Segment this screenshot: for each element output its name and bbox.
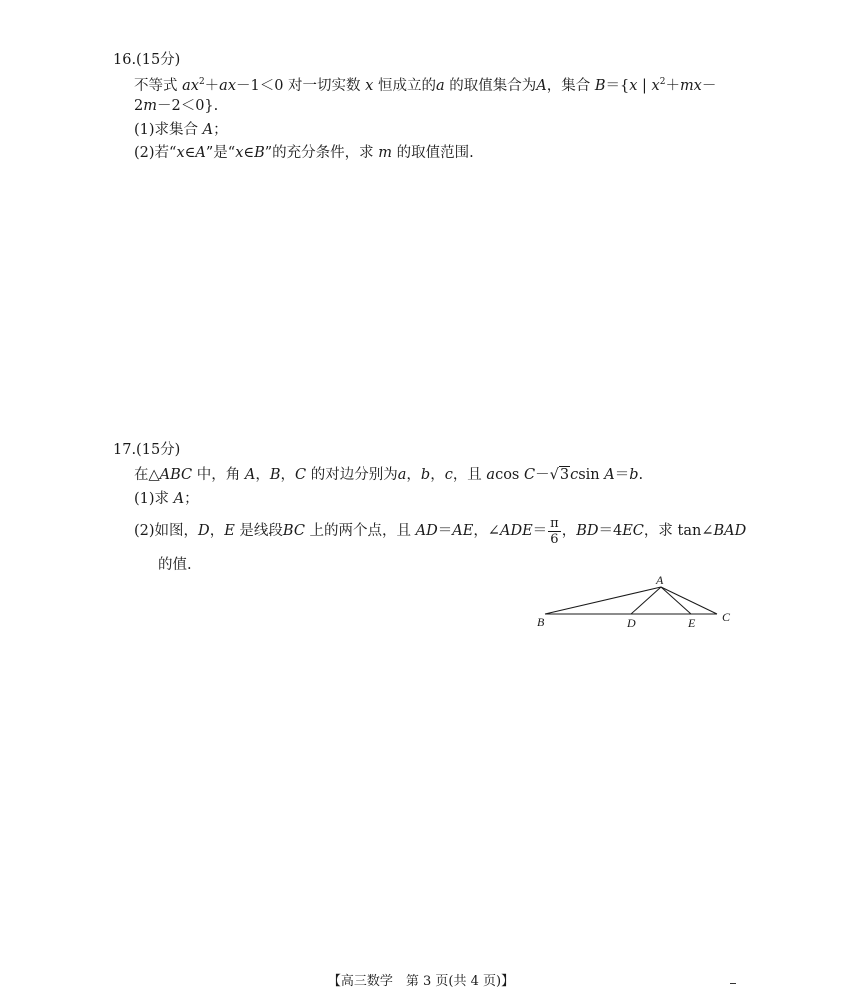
q16-stem-math: x [365,78,374,94]
q16-stem-math: 2 [659,77,666,87]
q16-stem-math: a [435,78,445,94]
q17-header: 17.(15分) [113,442,181,458]
q17-part2-continuation: 的值. [158,557,192,573]
q16-stem-math: B [594,78,606,94]
q17-part2-math: ADE [499,523,533,539]
q16-stem-text: ＝{ [605,78,630,94]
q17-stem-math: C [295,467,307,483]
label-A: A [656,573,664,587]
q17-stem-math: A [244,467,256,483]
q17-part2-text: ＝4 [598,523,623,539]
q16-stem-math: m [143,98,157,114]
q17-part2-math: E [224,523,235,539]
q16-part2-math: m [378,145,393,161]
q16-stem-line1 [134,72,716,96]
q16-part1 [134,120,228,140]
q17-stem-math: B [269,467,281,483]
q17-stem-math: ABC [159,467,193,483]
q17-stem-text: cos [495,467,524,483]
q17-part2-math: BC [282,523,305,539]
q16-part2-text: ∈ [184,145,196,161]
q16-stem-text: ＋ [665,78,680,94]
q16-part2-text: 的取值范围. [392,145,474,161]
segment-AE [661,587,691,614]
q16-stem-text: 恒成立的 [373,78,436,94]
q17-part2-text: ＝ [437,523,453,539]
q17-part2-math: AD [415,523,438,539]
q16-stem-text: 2 [134,98,144,114]
q17-part1 [134,489,199,509]
q17-stem-math: a [486,467,496,483]
q17-stem-text: 的对边分别为 [306,467,398,483]
q17-part2-text: 是线段 [234,523,283,539]
q17-stem-math: 3 [559,467,570,483]
q17-part2-math: EC [622,523,644,539]
q17-stem-text: ， [430,467,445,483]
q16-stem-math: 2 [198,77,205,87]
q17-stem-math: C [523,467,536,483]
q17-stem-text: ， [280,467,296,483]
q16-stem-text: －2＜0}. [156,98,219,114]
q16-part1-text: ； [213,122,228,138]
q17-part2-text: ，∠ [473,523,500,539]
q16-stem-line2 [134,96,218,116]
q16-stem-text: 的取值集合为 [444,78,537,94]
q16-stem-math: A [536,78,547,94]
triangle-figure [530,572,740,634]
q16-stem-math: x [651,78,660,94]
q17-stem-text: . [638,467,644,483]
q17-stem-text: 在△ [134,467,160,483]
q16-part2-text: ”是“ [205,145,236,161]
q17-part1-text: ； [184,491,199,507]
q17-part2-text: (2)如图， [134,523,199,539]
q16-part2-math: x [176,145,185,161]
q17-part2-math: AE [452,523,474,539]
q17-stem-text: ， [255,467,270,483]
q16-stem-text: 不等式 [134,78,183,94]
q16-stem-text: － [701,78,717,94]
label-D: D [627,616,636,630]
q16-part2-text: (2)若“ [134,145,177,161]
q17-stem-text: sin [578,467,605,483]
q17-part2-math: BAD [713,523,747,539]
q16-stem-text: ，集合 [546,78,595,94]
label-E: E [688,616,696,630]
q16-part2-text: ”的充分条件，求 [264,145,379,161]
segment-AD [631,587,661,614]
q17-stem-math: a [397,467,407,483]
q17-part1-math: A [173,491,185,507]
q16-stem-text: ＋ [204,78,220,94]
label-C: C [722,610,731,624]
q17-stem-math: b [629,467,639,483]
q16-stem-text: －1＜0 对一切实数 [236,78,366,94]
q17-stem [134,465,643,485]
q16-part2-math: x [235,145,244,161]
corner-mark [730,983,736,984]
segment-AB [545,587,661,614]
q17-stem-text: －√ [535,467,559,483]
q16-stem-math: x [629,78,638,94]
q17-stem-text: 中，角 [192,467,245,483]
q16-part2-math: A [195,145,206,161]
q17-stem-text: ， [406,467,421,483]
page-footer: 【高三数学 第 3 页(共 4 页)】 [327,974,515,989]
q17-stem-math: A [604,467,615,483]
q16-header: 16.(15分) [113,52,181,68]
q17-part2-text: ，求 tan∠ [643,523,714,539]
segment-AC [661,587,717,614]
q17-stem-text: ，且 [452,467,487,483]
q17-part1-text: (1)求 [134,491,174,507]
q17-part2-text: ＝ [532,523,548,539]
q16-stem-text: | [637,78,652,94]
q17-part2-math: D [198,523,210,539]
q16-part1-text: (1)求集合 [134,122,203,138]
q16-stem-math: ax [182,78,199,94]
q16-part2-text: ∈ [243,145,255,161]
q16-part1-math: A [202,122,214,138]
q17-part2 [134,514,746,548]
q16-part2 [134,143,474,163]
fraction-numerator: π [550,515,559,531]
label-B: B [537,615,545,629]
fraction-denominator: 6 [550,531,559,547]
q17-stem-text: ＝ [614,467,630,483]
q17-part2-text: ， [561,523,577,539]
q16-stem-math: ax [219,78,236,94]
q17-part2-math: BD [576,523,599,539]
q17-stem-math: b [420,467,431,483]
pi-over-6-fraction [548,516,561,547]
q17-part2-text: 上的两个点，且 [304,523,416,539]
q17-stem-math: c [570,467,579,483]
q16-part2-math: B [254,145,265,161]
q17-stem-math: c [444,467,453,483]
q16-stem-math: mx [679,78,702,94]
q17-part2-text: ， [209,523,225,539]
